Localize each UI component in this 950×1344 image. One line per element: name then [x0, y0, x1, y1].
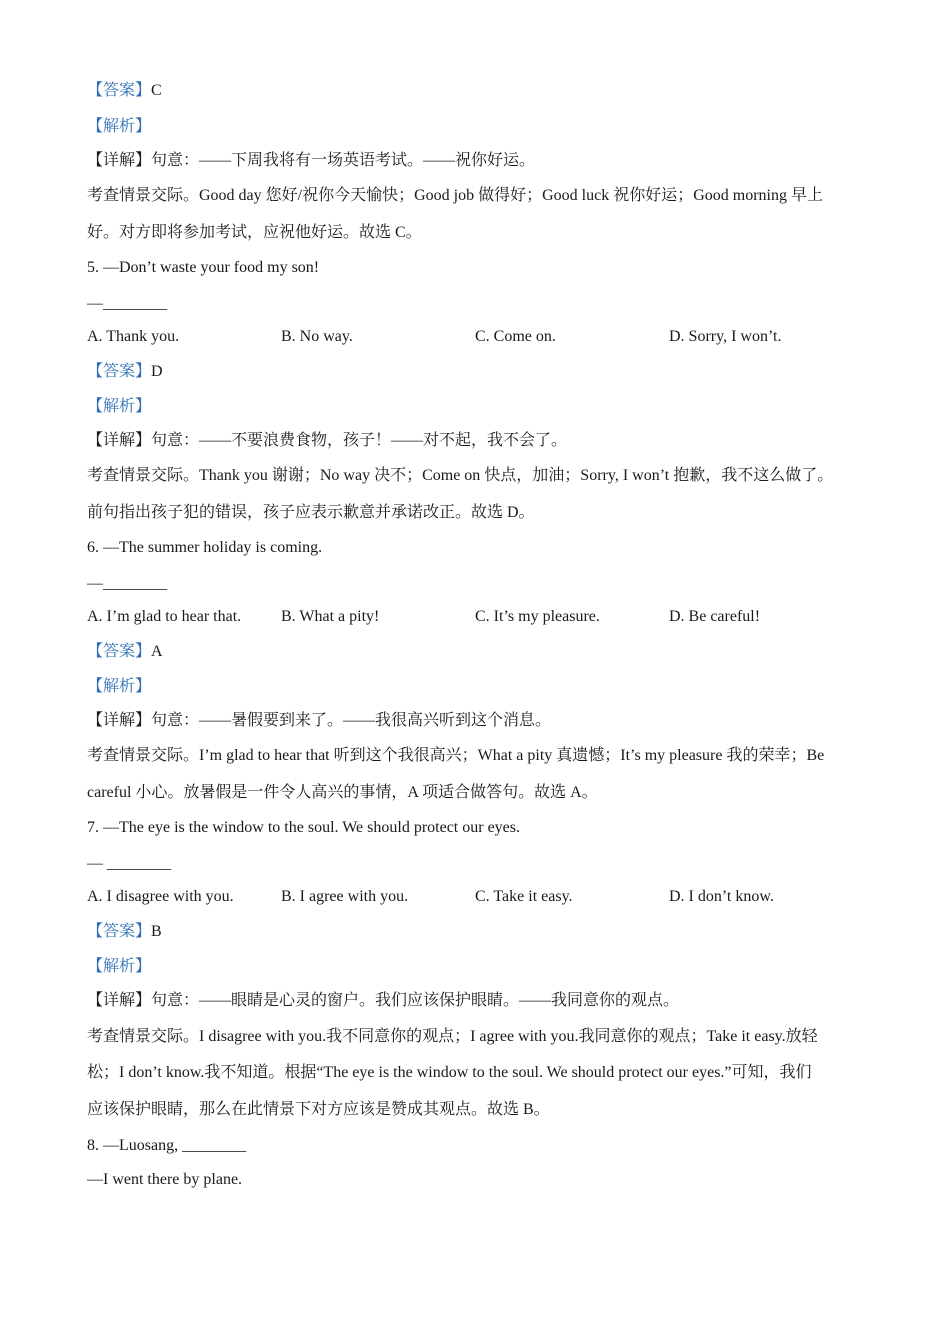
q6-option-c: C. It’s my pleasure.	[475, 608, 600, 625]
q6-explain-line-1: 考查情景交际。I’m glad to hear that 听到这个我很高兴；What a pity 真遗憾；It’s my pleasure 我的荣幸；Be	[87, 747, 825, 764]
q7-option-b: B. I agree with you.	[281, 888, 409, 905]
detail-label: 【详解】	[87, 432, 152, 449]
q6-question: 6. —The summer holiday is coming.	[87, 539, 323, 556]
q5-question: 5. —Don’t waste your food my son!	[87, 259, 320, 276]
q5-analysis-label: 【解析】	[87, 398, 152, 415]
answer-value: C	[151, 82, 162, 99]
answer-value: B	[151, 923, 162, 940]
answer-value: A	[151, 643, 163, 660]
q7-option-a: A. I disagree with you.	[87, 888, 234, 905]
q5-detail-line	[87, 431, 567, 451]
answer-value: D	[151, 363, 163, 380]
q7-answer-line	[87, 922, 162, 942]
q8-question: 8. —Luosang, ________	[87, 1137, 247, 1154]
detail-label: 【详解】	[87, 152, 152, 169]
q5-option-b: B. No way.	[281, 328, 353, 345]
q5-explain-line-1: 考查情景交际。Thank you 谢谢；No way 决不；Come on 快点，加油；Sorry, I won’t 抱歉，我不这么做了。	[87, 467, 834, 484]
answer-label: 【答案】	[87, 82, 152, 99]
q5-option-c: C. Come on.	[475, 328, 556, 345]
q5-blank: —________	[87, 295, 167, 312]
q7-explain-line-1: 考查情景交际。I disagree with you.我不同意你的观点；I agree with you.我同意你的观点；Take it easy.放轻	[87, 1028, 818, 1045]
q6-answer-line	[87, 642, 163, 662]
q5-answer-line	[87, 362, 163, 382]
q6-blank: —________	[87, 575, 167, 592]
q7-option-c: C. Take it easy.	[475, 888, 573, 905]
q5-option-d: D. Sorry, I won’t.	[669, 328, 782, 345]
q6-option-a: A. I’m glad to hear that.	[87, 608, 242, 625]
detail-label: 【详解】	[87, 712, 152, 729]
detail-text: 句意：——眼睛是心灵的窗户。我们应该保护眼睛。——我同意你的观点。	[151, 992, 680, 1009]
q4-analysis-label: 【解析】	[87, 118, 152, 135]
detail-text: 句意：——暑假要到来了。——我很高兴听到这个消息。	[151, 712, 552, 729]
q4-explain-line-2: 好。对方即将参加考试，应祝他好运。故选 C。	[87, 224, 422, 241]
q7-detail-line	[87, 991, 679, 1011]
q7-analysis-label: 【解析】	[87, 958, 152, 975]
q7-question: 7. —The eye is the window to the soul. We should protect our eyes.	[87, 819, 520, 836]
q7-explain-line-3: 应该保护眼睛，那么在此情景下对方应该是赞成其观点。故选 B。	[87, 1101, 550, 1118]
answer-label: 【答案】	[87, 363, 152, 380]
detail-label: 【详解】	[87, 992, 152, 1009]
detail-text: 句意：——下周我将有一场英语考试。——祝你好运。	[151, 152, 536, 169]
q4-explain-line-1: 考查情景交际。Good day 您好/祝你今天愉快；Good job 做得好；Good luck 祝你好运；Good morning 早上	[87, 187, 823, 204]
q4-detail-line	[87, 151, 535, 171]
q5-explain-line-2: 前句指出孩子犯的错误，孩子应表示歉意并承诺改正。故选 D。	[87, 504, 535, 521]
q4-answer-line	[87, 81, 162, 101]
q5-option-a: A. Thank you.	[87, 328, 180, 345]
q6-option-d: D. Be careful!	[669, 608, 761, 625]
answer-label: 【答案】	[87, 923, 152, 940]
q7-explain-line-2: 松；I don’t know.我不知道。根据“The eye is the window to the soul. We should protect our eyes.”可知，我们	[87, 1064, 812, 1081]
detail-text: 句意：——不要浪费食物，孩子！——对不起，我不会了。	[151, 432, 568, 449]
answer-label: 【答案】	[87, 643, 152, 660]
q7-option-d: D. I don’t know.	[669, 888, 774, 905]
q6-option-b: B. What a pity!	[281, 608, 380, 625]
q6-detail-line	[87, 711, 551, 731]
q8-reply: —I went there by plane.	[87, 1171, 243, 1188]
q6-explain-line-2: careful 小心。放暑假是一件令人高兴的事情，A 项适合做答句。故选 A。	[87, 784, 598, 801]
q6-analysis-label: 【解析】	[87, 678, 152, 695]
q7-blank: — ________	[87, 855, 171, 872]
